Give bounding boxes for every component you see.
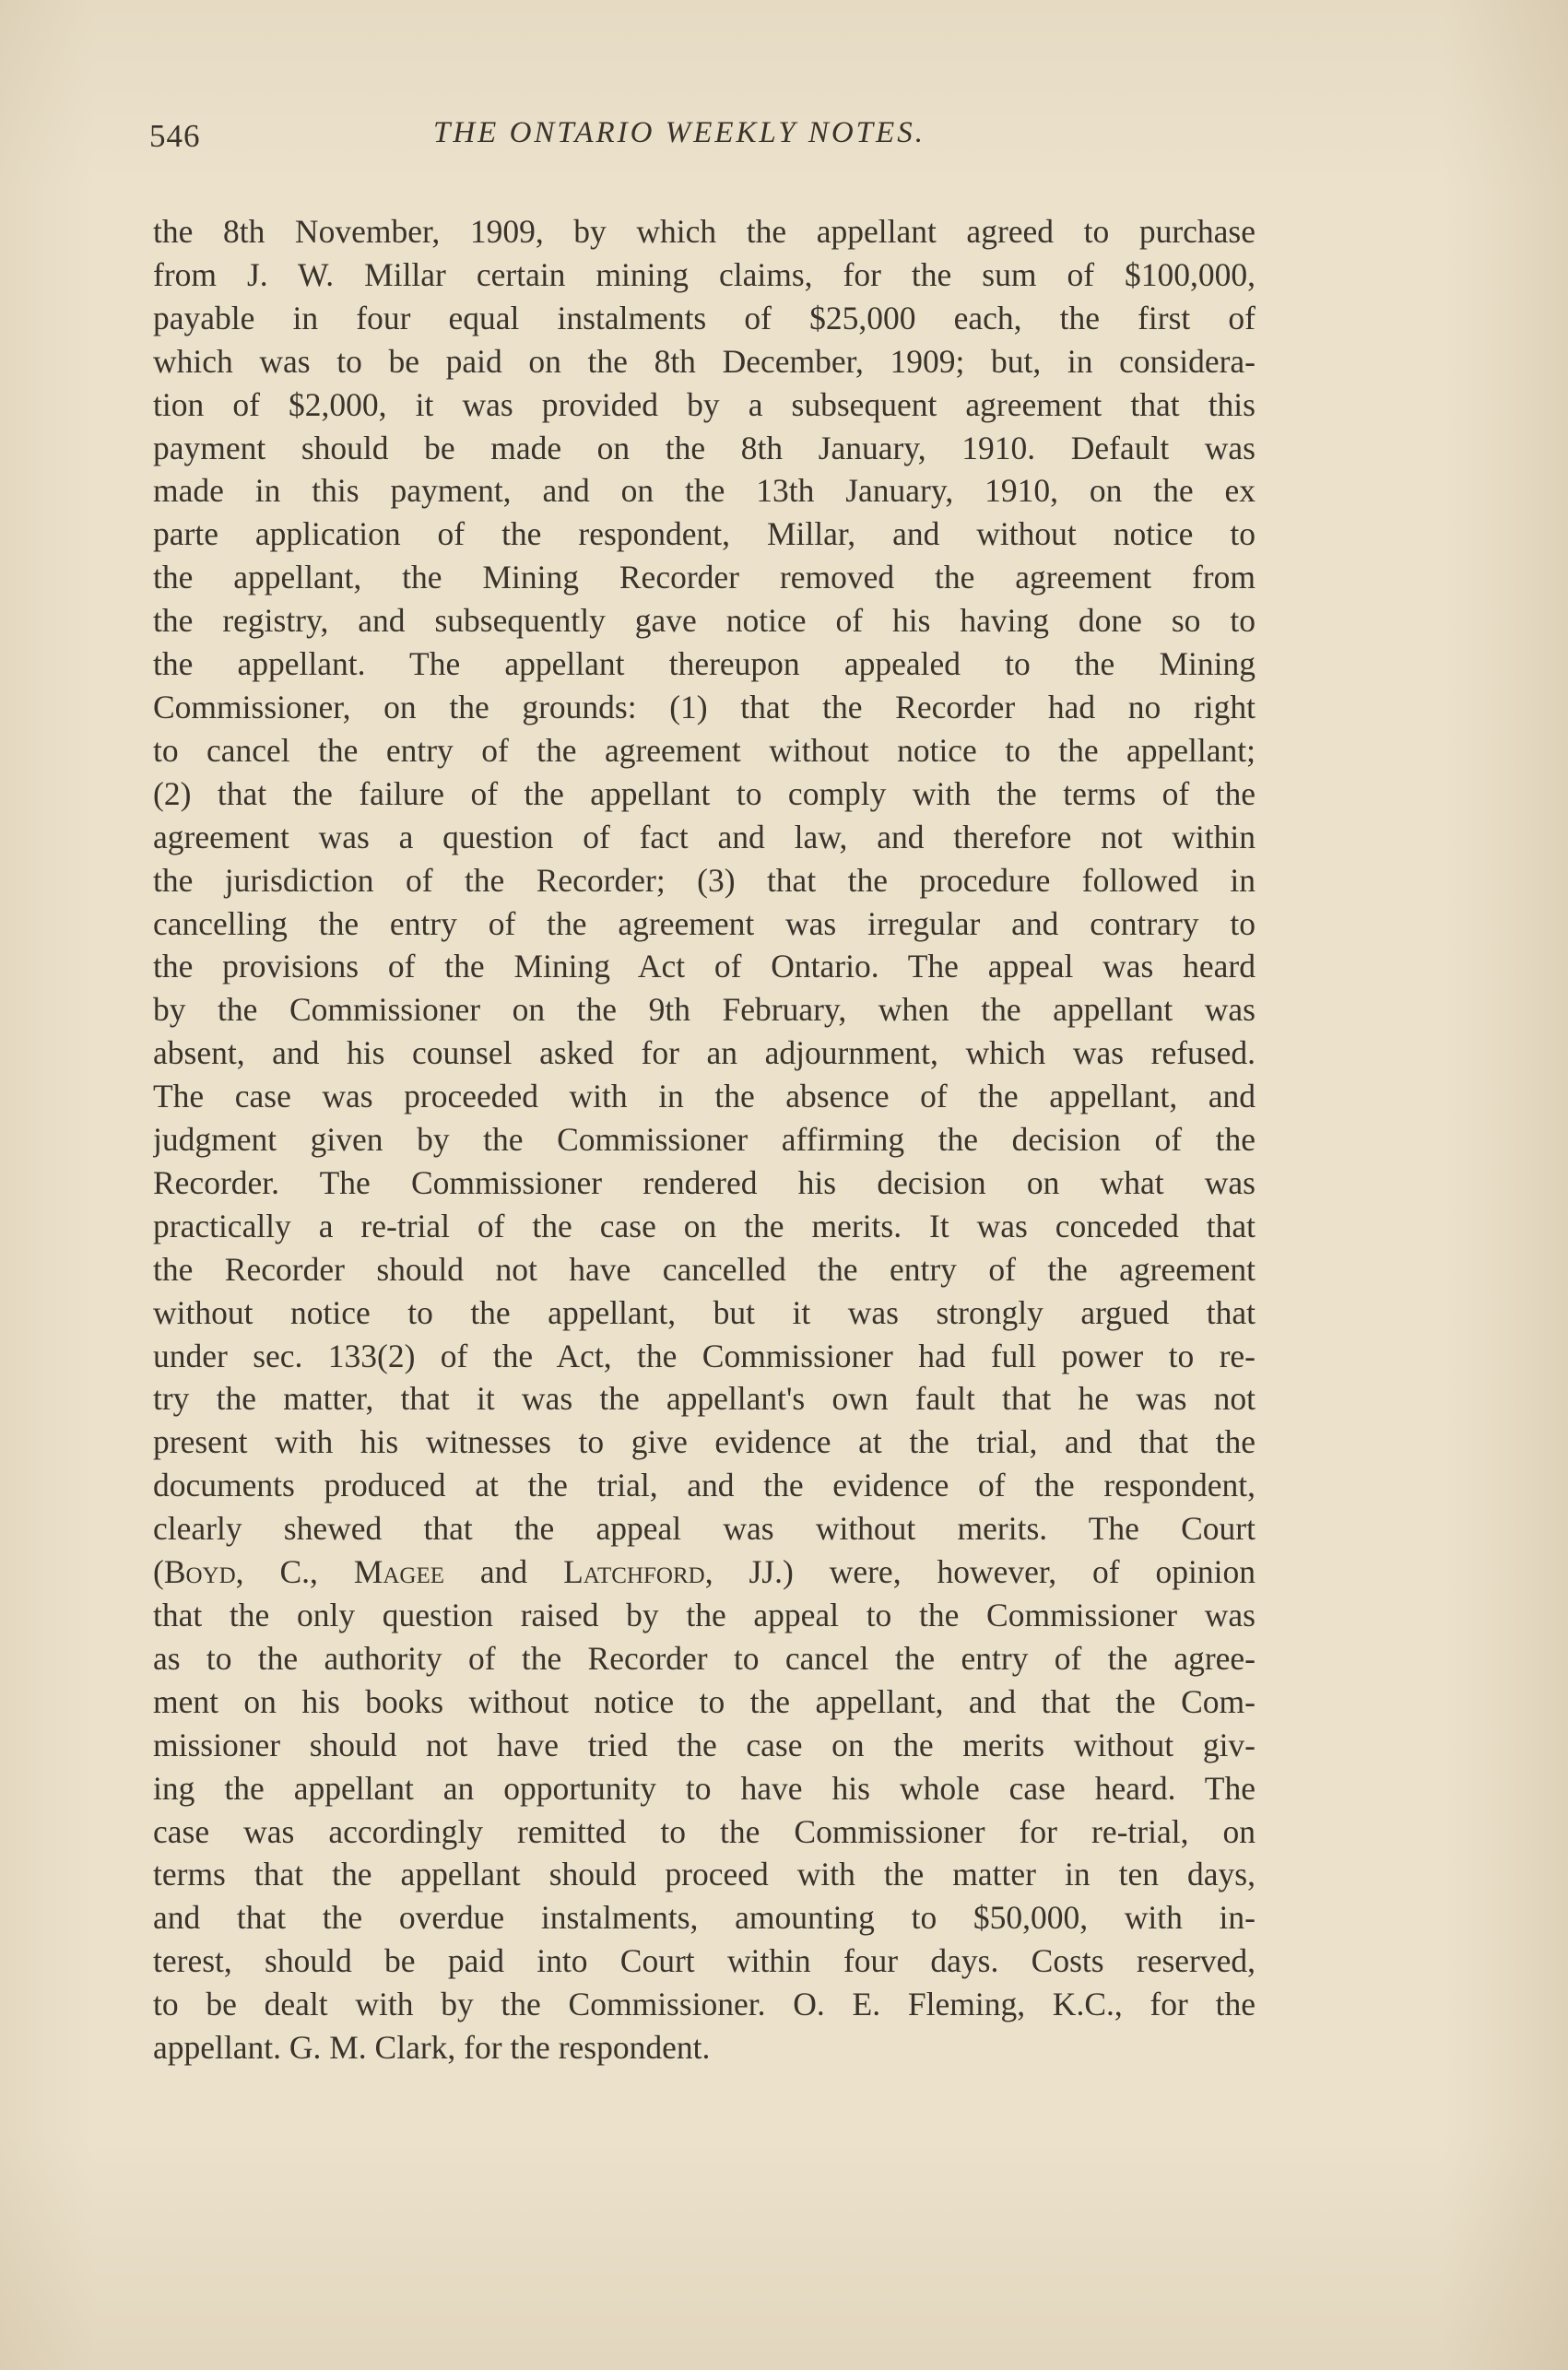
text-line: the appellant, the Mining Recorder removed the agreement from [153, 559, 1256, 596]
text-line: tion of $2,000, it was provided by a subsequent agreement that this [153, 385, 1256, 423]
judge-name-boyd: Boyd [163, 1553, 236, 1591]
text-line: (2) that the failure of the appellant to comply with the terms of the [153, 774, 1256, 812]
text-line: Commissioner, on the grounds: (1) that the Recorder had no right [153, 688, 1256, 725]
text-line: and that the overdue instalments, amounting to $50,000, with in- [153, 1899, 1256, 1937]
text-line: terest, should be paid into Court within four days. Costs reserved, [153, 1942, 1256, 1980]
text-line: the appellant. The appellant thereupon appealed to the Mining [153, 645, 1256, 683]
text-line: the registry, and subsequently gave notice of his having done so to [153, 602, 1256, 640]
text-line: terms that the appellant should proceed with the matter in ten days, [153, 1856, 1256, 1893]
text-line: the 8th November, 1909, by which the appellant agreed to purchase [153, 213, 1256, 250]
judges-open-paren: ( [153, 1553, 164, 1591]
page-number: 546 [149, 118, 201, 154]
text-line: the Recorder should not have cancelled the entry of the agreement [153, 1250, 1256, 1288]
text-line: the jurisdiction of the Recorder; (3) that the procedure followed in [153, 861, 1256, 899]
judges-line-text: , JJ.) were, however, of opinion [704, 1553, 1256, 1591]
text-line: try the matter, that it was the appellant's own fault that he was not [153, 1380, 1256, 1418]
text-line: ment on his books without notice to the appellant, and that the Com- [153, 1682, 1256, 1720]
text-line: agreement was a question of fact and law, and therefore not within [153, 818, 1256, 855]
text-line: payment should be made on the 8th January, 1910. Default was [153, 429, 1256, 466]
text-line: as to the authority of the Recorder to cancel the entry of the agree- [153, 1639, 1256, 1677]
text-line: parte application of the respondent, Millar, and without notice to [153, 515, 1256, 553]
text-line: appellant. G. M. Clark, for the respondent. [153, 2029, 711, 2067]
text-line: by the Commissioner on the 9th February, when the appellant was [153, 991, 1256, 1029]
text-line: clearly shewed that the appeal was without merits. The Court [153, 1510, 1256, 1548]
text-line: to be dealt with by the Commissioner. O. E. Fleming, K.C., for the [153, 1986, 1256, 2023]
text-line: practically a re-trial of the case on the merits. It was conceded that [153, 1207, 1256, 1244]
journal-title: THE ONTARIO WEEKLY NOTES. [433, 116, 925, 149]
text-line: documents produced at the trial, and the evidence of the respondent, [153, 1467, 1256, 1504]
text-line: absent, and his counsel asked for an adjournment, which was refused. [153, 1034, 1256, 1072]
judges-line-text: and [444, 1553, 564, 1591]
text-line: cancelling the entry of the agreement was irregular and contrary to [153, 904, 1256, 942]
text-line: present with his witnesses to give evidence at the trial, and that the [153, 1423, 1256, 1461]
judge-name-magee: Magee [353, 1553, 444, 1591]
judges-line-text: , C., [235, 1553, 354, 1591]
text-line: without notice to the appellant, but it was strongly argued that [153, 1293, 1256, 1331]
text-line: made in this payment, and on the 13th January, 1910, on the ex [153, 472, 1256, 510]
text-line: under sec. 133(2) of the Act, the Commissioner had full power to re- [153, 1337, 1256, 1374]
text-line: that the only question raised by the appeal to the Commissioner was [153, 1597, 1256, 1633]
text-line: ing the appellant an opportunity to have his whole case heard. The [153, 1769, 1256, 1807]
text-line: missioner should not have tried the case on the merits without giv- [153, 1726, 1256, 1763]
text-line: case was accordingly remitted to the Commissioner for re-trial, on [153, 1812, 1256, 1850]
text-line: the provisions of the Mining Act of Ontario. The appeal was heard [153, 948, 1256, 985]
running-head [149, 114, 1256, 170]
judge-name-latchford: Latchford [563, 1553, 705, 1591]
text-line: Recorder. The Commissioner rendered his decision on what was [153, 1163, 1256, 1201]
body-text [153, 210, 1256, 2069]
text-line: which was to be paid on the 8th December, 1909; but, in considera- [153, 342, 1256, 380]
text-line: payable in four equal instalments of $25,000 each, the first of [153, 299, 1256, 336]
text-line: judgment given by the Commissioner affirming the decision of the [153, 1121, 1256, 1159]
text-line: The case was proceeded with in the absence of the appellant, and [153, 1078, 1256, 1115]
judges-line [153, 1551, 1256, 1594]
text-line: from J. W. Millar certain mining claims, for the sum of $100,000, [153, 255, 1256, 293]
text-line: to cancel the entry of the agreement without notice to the appellant; [153, 731, 1256, 769]
